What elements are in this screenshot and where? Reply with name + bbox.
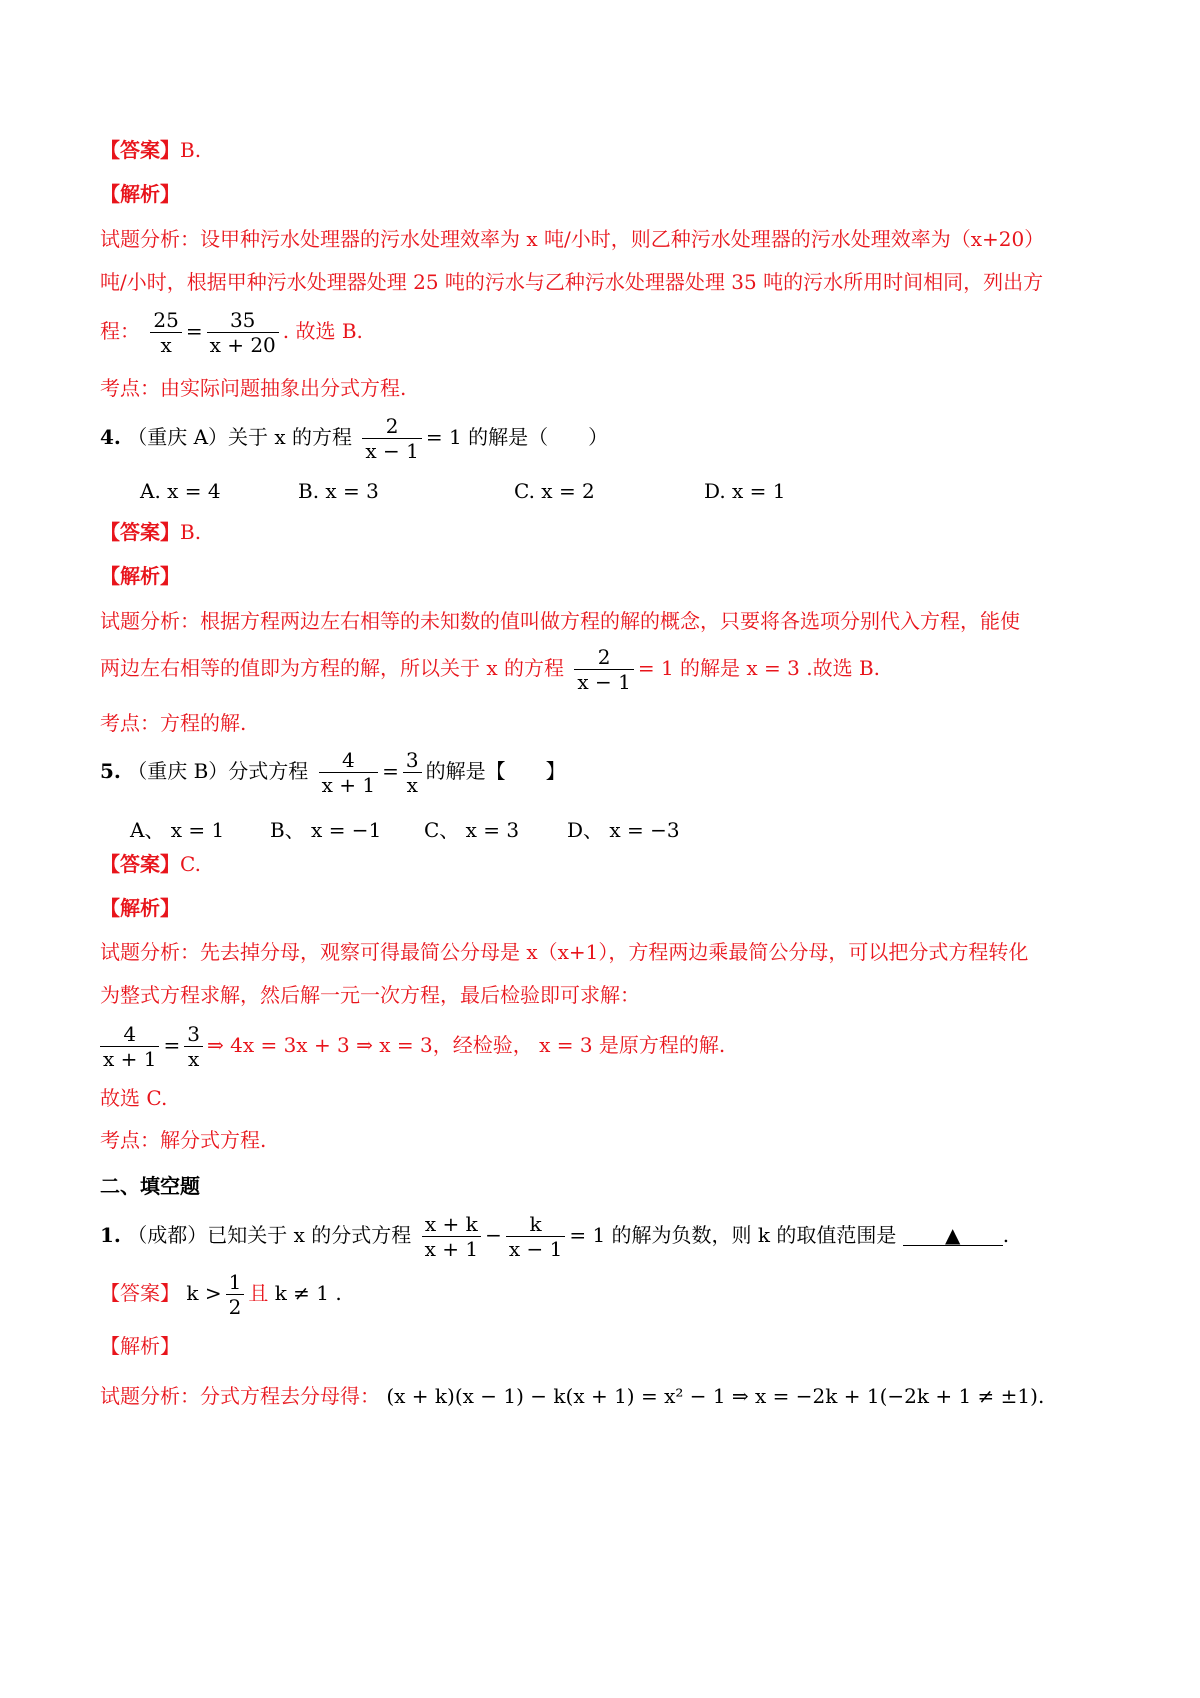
q5-option-c: C、 x = 3	[424, 818, 520, 842]
denominator: x − 1	[362, 438, 421, 463]
numerator: 35	[229, 308, 256, 332]
equation: (x + k)(x − 1) − k(x + 1) = x² − 1 ⇒ x = −2k + 1(−2k + 1 ≠ ±1).	[386, 1384, 1045, 1408]
period: .	[1002, 1223, 1010, 1247]
text: （重庆 A）关于 x 的方程	[127, 425, 353, 449]
answer-lhs: k >	[186, 1281, 222, 1305]
q4-point: 考点：方程的解.	[100, 711, 247, 735]
text: = 1 的解是 x = 3 .故选 B.	[637, 656, 881, 680]
fraction	[574, 645, 633, 694]
equals: =	[382, 759, 399, 783]
text: 试题分析：分式方程去分母得：	[100, 1384, 380, 1408]
question-number: 4.	[100, 425, 121, 449]
q4-analysis-line1: 试题分析：根据方程两边左右相等的未知数的值叫做方程的解的概念，只要将各选项分别代入方程，能使	[100, 609, 1020, 633]
fraction	[184, 1022, 203, 1071]
f1-analysis	[100, 1386, 1044, 1406]
q5-stem	[100, 748, 566, 797]
answer-value: C.	[180, 852, 201, 876]
fraction	[226, 1270, 245, 1319]
q5-analysis-label: 【解析】	[100, 896, 180, 920]
text: = 1 的解是（ ）	[425, 425, 609, 449]
q4-option-d: D. x = 1	[704, 479, 786, 503]
answer-rhs: k ≠ 1 .	[274, 1281, 342, 1305]
q5-answer	[100, 854, 201, 874]
minus: −	[485, 1223, 502, 1247]
q5-point: 考点：解分式方程.	[100, 1128, 267, 1152]
q5-option-b: B、 x = −1	[270, 818, 382, 842]
answer-label: 【答案】	[100, 138, 180, 162]
fraction	[422, 1212, 481, 1261]
numerator: 2	[597, 645, 611, 669]
answer-label: 【答案】	[100, 520, 180, 544]
q4-analysis-line2	[100, 645, 880, 694]
f1-stem	[100, 1212, 1009, 1261]
text: . 故选 B.	[282, 319, 363, 343]
numerator: 3	[187, 1022, 200, 1046]
numerator: 4	[123, 1022, 137, 1046]
f1-analysis-label: 【解析】	[100, 1334, 180, 1358]
q3-analysis-line1: 试题分析：设甲种污水处理器的污水处理效率为 x 吨/小时，则乙种污水处理器的污水处理效率为（x+20）	[100, 227, 1045, 251]
q3-analysis-label: 【解析】	[100, 182, 180, 206]
q5-option-a: A、 x = 1	[130, 818, 225, 842]
fraction	[207, 308, 279, 357]
text: = 1 的解为负数，则 k 的取值范围是	[569, 1223, 897, 1247]
answer-blank	[903, 1225, 1003, 1246]
question-number: 1.	[100, 1223, 121, 1247]
answer-label: 【答案】	[100, 852, 180, 876]
fraction	[100, 1022, 159, 1071]
text: （重庆 B）分式方程	[127, 759, 309, 783]
fraction	[150, 308, 181, 357]
denominator: x + 1	[422, 1236, 481, 1261]
numerator: x + k	[424, 1212, 478, 1236]
denominator: x + 1	[100, 1046, 159, 1071]
numerator: 3	[405, 748, 419, 772]
text: 且	[248, 1281, 269, 1305]
denominator: x	[184, 1046, 203, 1071]
numerator: 4	[342, 748, 355, 772]
fraction	[403, 748, 422, 797]
fraction	[506, 1212, 565, 1261]
numerator: k	[529, 1212, 542, 1236]
q5-work	[100, 1022, 725, 1071]
q5-option-d: D、 x = −3	[567, 818, 680, 842]
q3-answer	[100, 140, 201, 160]
question-number: 5.	[100, 759, 121, 783]
denominator: x + 20	[207, 332, 279, 357]
answer-value: B.	[180, 138, 202, 162]
equals: =	[163, 1033, 181, 1057]
q4-stem	[100, 414, 608, 463]
triangle-icon: ▲	[945, 1223, 961, 1247]
numerator: 1	[228, 1270, 242, 1294]
q4-analysis-label: 【解析】	[100, 564, 180, 588]
q4-answer	[100, 522, 201, 542]
fraction	[362, 414, 421, 463]
denominator: x	[403, 772, 422, 797]
f1-answer	[100, 1270, 342, 1319]
text: 程：	[100, 319, 140, 343]
q3-analysis-line2: 吨/小时，根据甲种污水处理器处理 25 吨的污水与乙种污水处理器处理 35 吨的污水所用时间相同，列出方	[100, 270, 1044, 294]
denominator: x − 1	[506, 1236, 565, 1261]
answer-value: B.	[180, 520, 202, 544]
q4-option-a: A. x = 4	[140, 479, 221, 503]
text: 的解是【 】	[425, 759, 566, 783]
section-title: 二、填空题	[100, 1174, 200, 1198]
q4-option-c: C. x = 2	[514, 479, 595, 503]
q3-point: 考点：由实际问题抽象出分式方程.	[100, 376, 407, 400]
text: 两边左右相等的值即为方程的解，所以关于 x 的方程	[100, 656, 564, 680]
denominator: x + 1	[319, 772, 378, 797]
text: （成都）已知关于 x 的分式方程	[127, 1223, 412, 1247]
q4-option-b: B. x = 3	[298, 479, 379, 503]
answer-label: 【答案】	[100, 1281, 180, 1305]
denominator: 2	[226, 1294, 245, 1319]
q5-analysis-line1: 试题分析：先去掉分母，观察可得最简公分母是 x（x+1），方程两边乘最简公分母，可以把分式方程转化	[100, 940, 1029, 964]
denominator: x	[150, 332, 181, 357]
q5-analysis-line2: 为整式方程求解，然后解一元一次方程，最后检验即可求解：	[100, 983, 640, 1007]
fraction	[319, 748, 378, 797]
numerator: 2	[385, 414, 399, 438]
equals: =	[185, 319, 203, 343]
denominator: x − 1	[574, 669, 633, 694]
numerator: 25	[153, 308, 179, 332]
q5-choose: 故选 C.	[100, 1086, 168, 1110]
q3-analysis-line3	[100, 308, 363, 357]
text: ⇒ 4x = 3x + 3 ⇒ x = 3，经检验， x = 3 是原方程的解.	[206, 1033, 726, 1057]
